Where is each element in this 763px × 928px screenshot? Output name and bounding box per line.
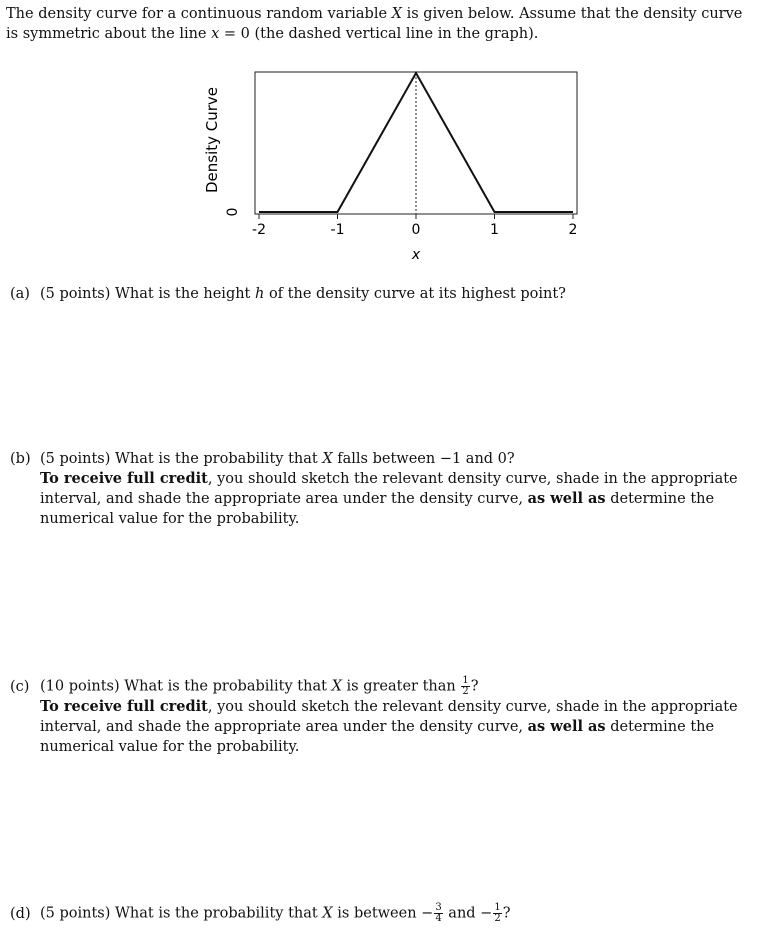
y-axis-ticks <box>225 208 241 217</box>
x-tick-label: -2 <box>252 222 266 238</box>
fraction: $\frac{3}{4}$ <box>435 902 442 924</box>
x-tick-label: -1 <box>330 222 345 238</box>
question-points: (5 points) <box>40 905 111 922</box>
question-b: (b) (5 points) What is the probability that X falls between −1 and 0? To receive full credit, you should sketch the relevant density curve, shade in the appropriate interval, and shade the appropriate area under the density curve, as well as determine the numerical value for the probability. <box>10 449 756 529</box>
x-tick-label: 2 <box>568 222 578 238</box>
fraction: $\frac{1}{2}$ <box>462 675 469 697</box>
question-a: (a) (5 points) What is the height h of the density curve at its highest point? <box>10 286 566 302</box>
question-points: (5 points) <box>40 286 111 302</box>
density-chart <box>195 62 605 272</box>
x-tick-label: 1 <box>490 222 499 238</box>
y-tick-label: 0 <box>225 207 241 217</box>
x-axis-ticks <box>252 214 577 238</box>
question-letter: (a) <box>10 286 30 302</box>
credit-instructions: To receive full credit, you should sketch the relevant density curve, shade in the appropriate interval, and shade the appropriate area under the density curve, as well as determine the numerical value for the probability. <box>40 470 738 527</box>
question-letter: (b) <box>10 451 31 467</box>
question-letter: (d) <box>10 905 31 922</box>
x-axis-label: x <box>411 247 421 263</box>
y-axis-label: Density Curve <box>203 86 221 194</box>
problem-intro: The density curve for a continuous random variable X is given below. Assume that the density curve is symmetric about the line x = 0 (the dashed vertical line in the graph). <box>6 6 743 42</box>
question-points: (5 points) <box>40 451 111 467</box>
credit-instructions: To receive full credit, you should sketch the relevant density curve, shade in the appropriate interval, and shade the appropriate area under the density curve, as well as determine the numerical value for the probability. <box>40 698 738 755</box>
question-letter: (c) <box>10 678 30 695</box>
fraction: $\frac{1}{2}$ <box>494 902 501 924</box>
question-d: (d) (5 points) What is the probability that X is between − $\frac{3}{4}$ and − $\frac{1}{2}$ ? <box>10 902 511 924</box>
density-figure <box>195 62 605 272</box>
x-tick-label: 0 <box>411 222 421 238</box>
question-c: (c) (10 points) What is the probability that X is greater than $\frac{1}{2}$ ? To receive full credit, you should sketch the relevant density curve, shade in the appropriate interval, and shade the appropriate area under the density curve, as well as determine the numerical value for the probability. <box>10 676 756 757</box>
question-points: (10 points) <box>40 678 120 695</box>
